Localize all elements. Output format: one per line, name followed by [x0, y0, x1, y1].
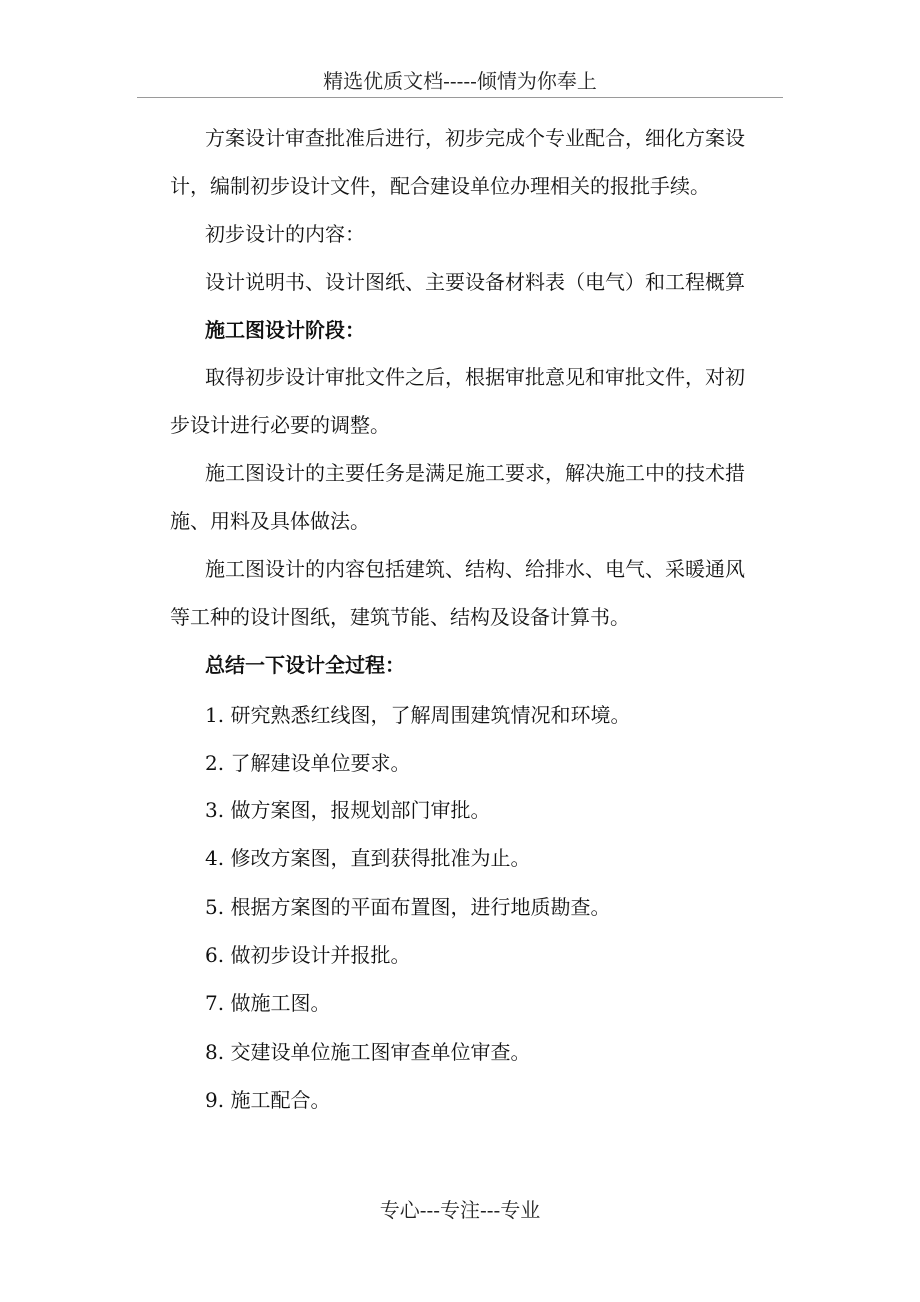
page-header: 精选优质文档-----倾情为你奉上: [323, 69, 597, 93]
paragraph-line: 方案设计审查批准后进行，初步完成个专业配合，细化方案设: [205, 126, 745, 150]
page-footer: 专心---专注---专业: [379, 1198, 541, 1222]
list-item: 5. 根据方案图的平面布置图，进行地质勘查。: [205, 895, 611, 919]
paragraph-line: 计，编制初步设计文件，配合建设单位办理相关的报批手续。: [170, 174, 710, 198]
section-heading-summary: 总结一下设计全过程：: [205, 653, 405, 677]
header-divider: [137, 97, 783, 98]
paragraph-line: 施工图设计的主要任务是满足施工要求，解决施工中的技术措: [205, 461, 745, 485]
paragraph-line: 步设计进行必要的调整。: [170, 413, 390, 437]
paragraph-line: 取得初步设计审批文件之后，根据审批意见和审批文件，对初: [205, 365, 745, 389]
paragraph-line: 等工种的设计图纸，建筑节能、结构及设备计算书。: [170, 605, 630, 629]
list-item: 8. 交建设单位施工图审查单位审查。: [205, 1040, 531, 1064]
list-item: 3. 做方案图，报规划部门审批。: [205, 798, 491, 822]
list-item: 7. 做施工图。: [205, 991, 331, 1015]
list-item: 2. 了解建设单位要求。: [205, 751, 411, 775]
list-item: 6. 做初步设计并报批。: [205, 943, 411, 967]
list-item: 1. 研究熟悉红线图，了解周围建筑情况和环境。: [205, 703, 631, 727]
list-item: 4. 修改方案图，直到获得批准为止。: [205, 846, 531, 870]
section-heading-construction: 施工图设计阶段：: [205, 318, 365, 342]
paragraph-line: 施、用料及具体做法。: [170, 509, 370, 533]
list-item: 9. 施工配合。: [205, 1088, 331, 1112]
paragraph-line: 施工图设计的内容包括建筑、结构、给排水、电气、采暖通风: [205, 557, 745, 581]
paragraph-line: 初步设计的内容：: [205, 222, 365, 246]
paragraph-line: 设计说明书、设计图纸、主要设备材料表（电气）和工程概算: [205, 270, 745, 294]
